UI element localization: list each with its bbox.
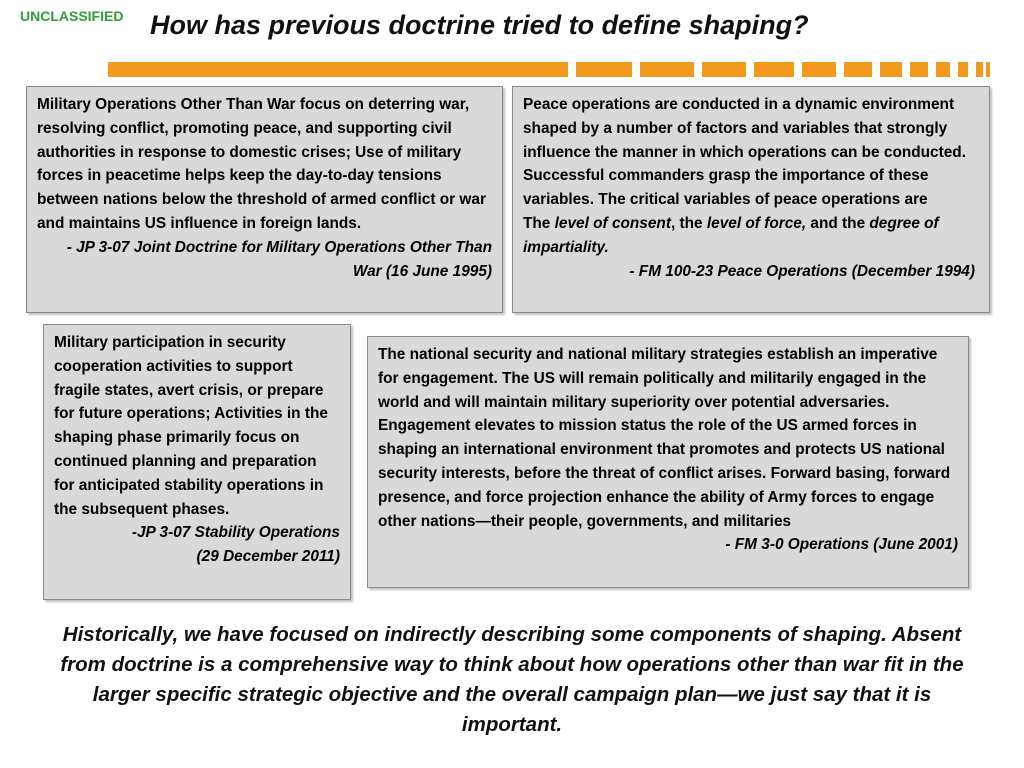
- divider-segment: [702, 62, 746, 77]
- quote-body: The national security and national military strategies establish an imperative for engagement. The US will remain politically and militarily engaged in the world and will maintain military superiority over potential adversaries. Engagement elevates to mission status the role of the US armed forces in shaping an international environment that promotes and protects US national security interests, before the threat of conflict arises. Forward basing, forward presence, and force projection enhance the ability of Army forces to engage other nations—their people, governments, and militaries: [378, 346, 951, 530]
- divider-segment: [844, 62, 872, 77]
- divider-segment: [754, 62, 794, 77]
- text-fragment: , the: [670, 214, 707, 232]
- quote-box-peace-operations: [512, 86, 990, 313]
- classification-marking: UNCLASSIFIED: [20, 8, 124, 24]
- divider-segment: [576, 62, 632, 77]
- quote-box-stability-operations: [43, 324, 351, 600]
- slide-title: How has previous doctrine tried to define shaping?: [150, 10, 809, 40]
- quote-citation: - FM 100-23 Peace Operations (December 1994): [629, 262, 975, 280]
- divider-segment: [802, 62, 836, 77]
- divider-segment: [936, 62, 950, 77]
- quote-body: Military Operations Other Than War focus on deterring war, resolving conflict, promoting peace, and supporting civil authorities in response to domestic crises; Use of military forces in peacetime helps keep the day-to-day tensions between nations below the threshold of armed conflict or war and maintains US influence in foreign lands.: [37, 96, 486, 232]
- quote-box-mootw: [26, 86, 503, 313]
- text-fragment: The: [523, 214, 555, 232]
- divider-segment: [640, 62, 694, 77]
- divider-segment: [976, 62, 983, 77]
- quote-box-operations: [367, 336, 969, 588]
- quote-citation: - JP 3-07 Joint Doctrine for Military Operations Other Than War (16 June 1995): [66, 238, 492, 280]
- emphasis-degree-of-impartiality: degree of impartiality.: [523, 214, 939, 256]
- orange-divider-bar: [0, 62, 1024, 77]
- emphasis-level-of-consent: level of consent: [554, 214, 671, 232]
- quote-variables: [523, 212, 979, 260]
- quote-citation: - FM 3-0 Operations (June 2001): [725, 536, 958, 554]
- quote-citation-line1: -JP 3-07 Stability Operations: [131, 524, 340, 542]
- divider-segment: [108, 62, 568, 77]
- summary-statement: Historically, we have focused on indirectly describing some components of shaping. Absent from doctrine is a comprehensive way to think about how operations other than war fit in the larger specific strategic objective and the overall campaign plan—we just say that it is important.: [60, 623, 964, 736]
- text-fragment: and the: [806, 214, 870, 232]
- quote-body: Peace operations are conducted in a dynamic environment shaped by a number of factors and variables that strongly influence the manner in which operations can be conducted. Successful commanders grasp the importance of these variables. The critical variables of peace operations are: [523, 96, 966, 209]
- quote-body: Military participation in security cooperation activities to support fragile states, avert crisis, or prepare for future operations; Activities in the shaping phase primarily focus on continued planning and preparation for anticipated stability operations in the subsequent phases.: [54, 334, 328, 518]
- divider-segment: [986, 62, 990, 77]
- emphasis-level-of-force: level of force,: [706, 214, 807, 232]
- divider-segment: [880, 62, 902, 77]
- divider-segment: [910, 62, 928, 77]
- quote-citation-line2: (29 December 2011): [196, 548, 340, 566]
- divider-segment: [958, 62, 968, 77]
